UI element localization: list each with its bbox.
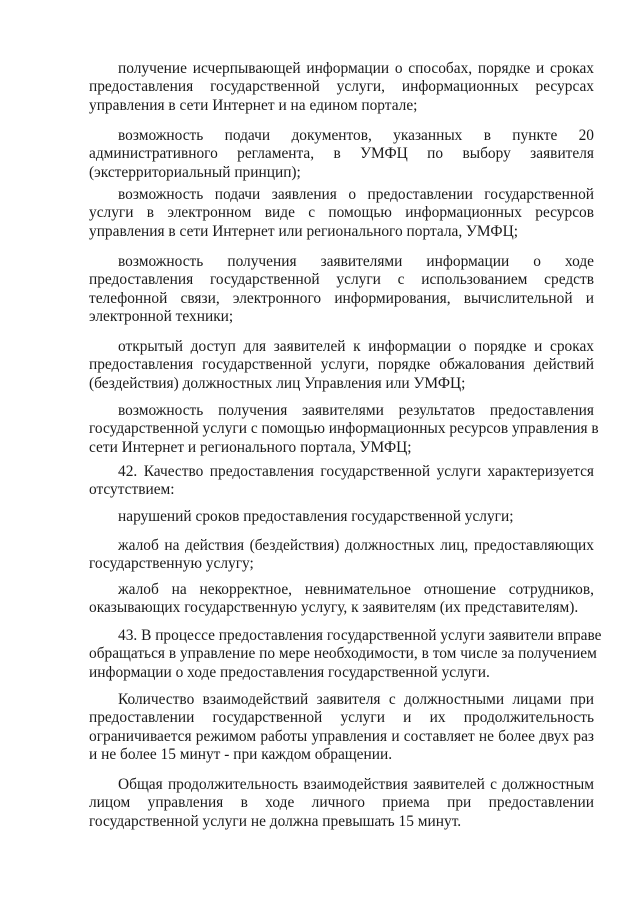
text-line: государственной услуги не должна превышать 15 минут. (89, 812, 462, 830)
paragraph (89, 186, 594, 241)
text-line: Общая продолжительность взаимодействия заявителей с должностным (118, 776, 594, 793)
text-line: государственную услугу; (89, 555, 254, 573)
paragraph (89, 60, 594, 115)
text-line: электронной техники; (89, 308, 234, 326)
text-line: информации о ходе предоставления государственной услуги. (89, 663, 490, 681)
text-line: предоставлении государственной услуги и их продолжительность (89, 709, 594, 727)
text-line: обращаться в управление по мере необходимости, в том числе за получением (89, 645, 597, 663)
text-line: нарушений сроков предоставления государственной услуги; (118, 508, 514, 525)
text-line: ограничивается режимом работы управления и составляет не более двух раз (89, 727, 594, 745)
text-line: возможность подачи заявления о предоставлении государственной (118, 186, 594, 203)
text-line: 42. Качество предоставления государственной услуги характеризуется (118, 463, 594, 480)
paragraph (89, 691, 594, 765)
text-line: (экстерриториальный принцип); (89, 163, 301, 181)
text-line: предоставления государственной услуги, порядке обжалования действий (89, 356, 594, 374)
text-line: услуги в электронном виде с помощью информационных ресурсов (89, 204, 594, 222)
paragraph (89, 253, 594, 327)
text-line: жалоб на некорректное, невнимательное отношение сотрудников, (118, 581, 594, 598)
paragraph (89, 627, 602, 682)
paragraph (89, 537, 594, 574)
text-line: управления в сети Интернет и на едином портале; (89, 96, 418, 114)
text-line: жалоб на действия (бездействия) должностных лиц, предоставляющих (118, 537, 594, 554)
text-line: управления в сети Интернет или регионального портала, УМФЦ; (89, 222, 518, 240)
text-line: возможность получения заявителями результатов предоставления (118, 402, 594, 419)
text-line: отсутствием: (89, 481, 175, 499)
paragraph (89, 463, 594, 500)
paragraph (118, 508, 594, 526)
paragraph (89, 581, 594, 618)
paragraph (89, 338, 594, 393)
paragraph (89, 127, 594, 182)
text-line: оказывающих государственную услугу, к заявителям (их представителям). (89, 599, 579, 617)
text-line: предоставления государственной услуги с использованием средств (89, 271, 594, 289)
text-line: (бездействия) должностных лиц Управления или УМФЦ; (89, 374, 466, 392)
text-line: лицом управления в ходе личного приема при предоставлении (89, 794, 594, 812)
text-line: предоставления государственной услуги, информационных ресурсах (89, 78, 594, 96)
text-line: телефонной связи, электронного информирования, вычислительной и (89, 289, 594, 307)
text-line: и не более 15 минут - при каждом обращении. (89, 746, 393, 764)
text-line: 43. В процессе предоставления государственной услуги заявители вправе (118, 627, 602, 644)
text-line: государственной услуги с помощью информационных ресурсов управления в (89, 420, 599, 438)
text-line: возможность получения заявителями информации о ходе (118, 253, 594, 270)
text-line: Количество взаимодействий заявителя с должностными лицами при (118, 691, 594, 708)
text-line: сети Интернет и регионального портала, УМФЦ; (89, 438, 412, 456)
paragraph (89, 776, 594, 831)
paragraph (89, 402, 599, 457)
text-line: получение исчерпывающей информации о способах, порядке и сроках (118, 60, 594, 77)
text-line: открытый доступ для заявителей к информации о порядке и сроках (118, 338, 594, 355)
text-line: возможность подачи документов, указанных в пункте 20 (118, 127, 594, 144)
text-line: административного регламента, в УМФЦ по выбору заявителя (89, 145, 594, 163)
